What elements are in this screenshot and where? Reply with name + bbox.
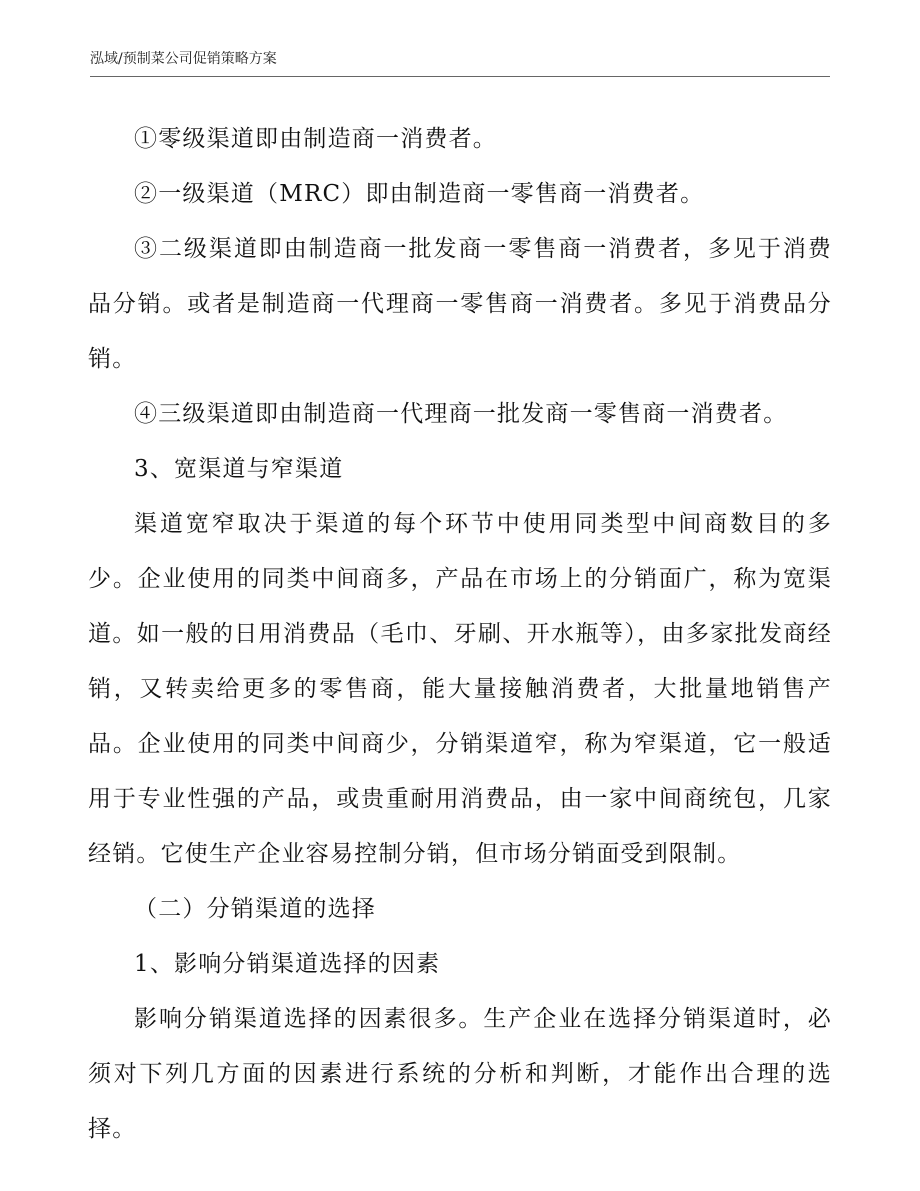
- paragraph-third-level-channel: ④三级渠道即由制造商一代理商一批发商一零售商一消费者。: [134, 401, 788, 427]
- paragraph-selection-factors: 影响分销渠道选择的因素很多。生产企业在选择分销渠道时，必须对下列几方面的因素进行系统的分析和判断，才能作出合理的选择。: [88, 1006, 832, 1142]
- section-heading-channel-selection: （二）分销渠道的选择: [134, 896, 376, 922]
- subsection-heading-selection-factors: 1、影响分销渠道选择的因素: [134, 951, 441, 977]
- section-heading-wide-narrow-channel: 3、宽渠道与窄渠道: [134, 456, 344, 482]
- paragraph-zero-level-channel: ①零级渠道即由制造商一消费者。: [134, 126, 497, 152]
- document-body: [88, 112, 832, 1157]
- header-divider: [90, 76, 830, 77]
- paragraph-wide-narrow-explanation: 渠道宽窄取决于渠道的每个环节中使用同类型中间商数目的多少。企业使用的同类中间商多，产品在市场上的分销面广，称为宽渠道。如一般的日用消费品（毛巾、牙刷、开水瓶等），由多家批发商经销，又转卖给更多的零售商，能大量接触消费者，大批量地销售产品。企业使用的同类中间商少，分销渠道窄，称为窄渠道，它一般适用于专业性强的产品，或贵重耐用消费品，由一家中间商统包，几家经销。它使生产企业容易控制分销，但市场分销面受到限制。: [88, 511, 832, 867]
- paragraph-first-level-channel: ②一级渠道（MRC）即由制造商一零售商一消费者。: [134, 181, 705, 207]
- page-header-title: 泓域/预制菜公司促销策略方案: [90, 51, 277, 67]
- paragraph-second-level-channel: ③二级渠道即由制造商一批发商一零售商一消费者，多见于消费品分销。或者是制造商一代理商一零售商一消费者。多见于消费品分销。: [88, 236, 832, 372]
